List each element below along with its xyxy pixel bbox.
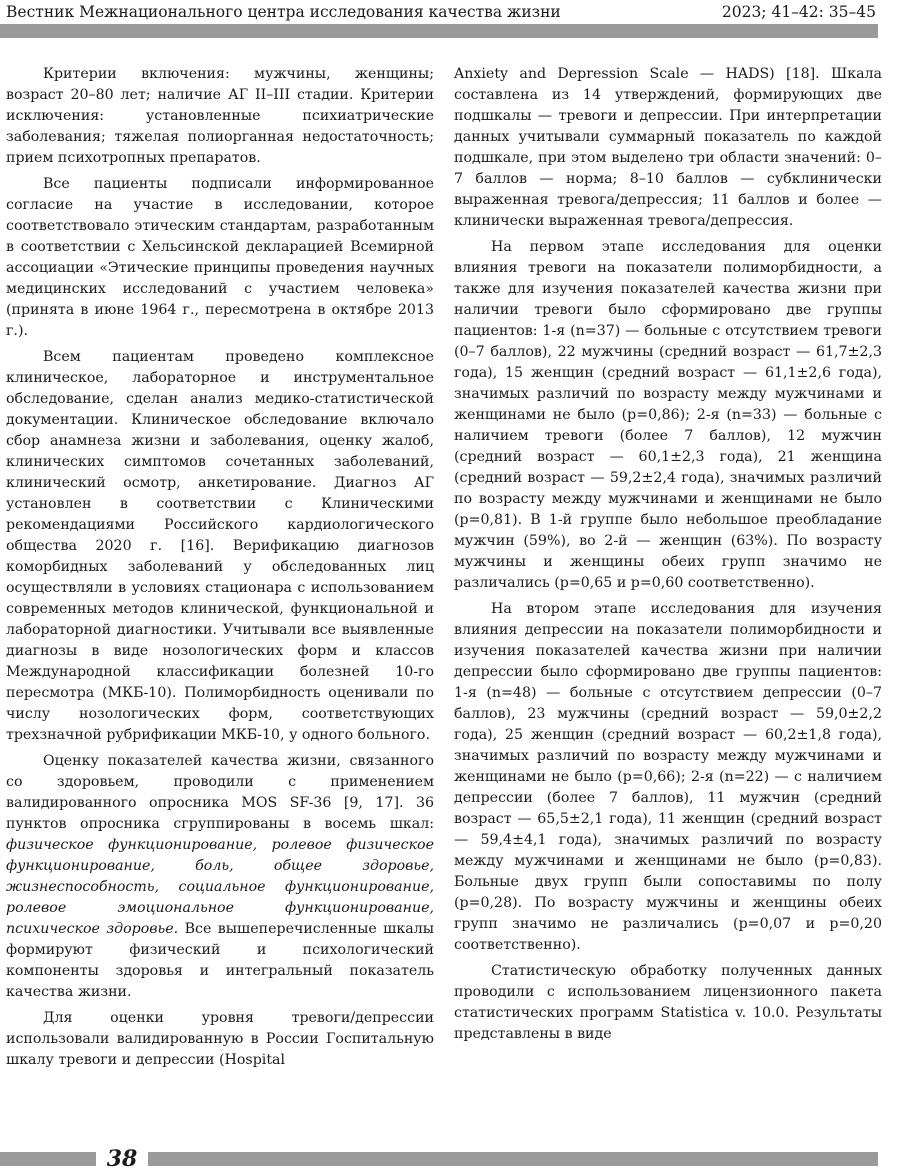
inclusion-criteria-paragraph: Критерии включения: мужчины, женщины; возраст 20–80 лет; наличие АГ II–III стадии. Критерии исключения: установленные психиатрические заболевания; тяжелая полиорганная недостаточность; прием психотропных препаратов. <box>6 66 434 166</box>
footer-bar-left <box>0 1152 96 1166</box>
depression-groups-paragraph: На втором этапе исследования для изучения влияния депрессии на показатели полиморбидности и изучения показателей качества жизни при наличии депрессии было сформировано две группы пациентов: 1-я (n=48) — больные с отсутствием депрессии (0–7 баллов), 23 мужчины (средний возраст — 59,0±2,2 года), 25 женщин (средний возраст — 60,2±1,8 года), значимых различий по возрасту между мужчинами и женщинами не было (p=0,66); 2-я (n=22) — с наличием депрессии (более 7 баллов), 11 мужчин (средний возраст — 65,5±2,1 года), 11 женщин (средний возраст — 59,4±4,1 года), значимых различий по возрасту между мужчинами и женщинами не было (p=0,83). Больные двух групп были сопоставимы по полу (p=0,28). По возрасту мужчины и женщины обеих групп значимо не различались (p=0,07 и p=0,20 соответственно). <box>454 601 882 953</box>
sf36-text-start: Оценку показателей качества жизни, связанного со здоровьем, проводили с применением валидированного опросника MOS SF-36 [9, 17]. 36 пунктов опросника сгруппированы в восемь шкал: <box>6 753 434 832</box>
sf36-scales-italic: физическое функционирование, ролевое физическое функционирование, боль, общее здоровье, жизнеспособность, социальное функционирование, ролевое эмоциональное функционирование, психическое здоровье. <box>6 837 434 937</box>
header-rule <box>0 24 878 38</box>
right-column <box>454 64 882 1050</box>
journal-title: Вестник Межнационального центра исследования качества жизни <box>6 3 561 21</box>
sf36-paragraph <box>6 751 434 1003</box>
issue-pages: 2023; 41–42: 35–45 <box>721 3 876 21</box>
page-number: 38 <box>106 1146 138 1172</box>
sf36-text-end: Все вышеперечисленные шкалы формируют физический и психологический компоненты здоровья и интегральный показатель качества жизни. <box>6 921 435 1000</box>
left-column <box>6 64 434 1076</box>
footer-bar-right <box>148 1152 878 1166</box>
running-header <box>0 0 900 40</box>
informed-consent-paragraph: Все пациенты подписали информированное согласие на участие в исследовании, которое соответствовало этическим стандартам, разработанным в соответствии с Хельсинской декларацией Всемирной ассоциации «Этические принципы проведения научных медицинских исследований с участием человека» (принята в июне 1964 г., пересмотрена в октябре 2013 г.). <box>6 176 434 339</box>
hads-intro-paragraph: Для оценки уровня тревоги/депрессии использовали валидированную в России Госпитальную шкалу тревоги и депрессии (Hospital <box>6 1010 434 1068</box>
anxiety-groups-paragraph: На первом этапе исследования для оценки влияния тревоги на показатели полиморбидности, а также для изучения показателей качества жизни при наличии тревоги было сформировано две группы пациентов: 1-я (n=37) — больные с отсутствием тревоги (0–7 баллов), 22 мужчины (средний возраст — 61,7±2,3 года), 15 женщин (средний возраст — 61,1±2,6 года), значимых различий по возрасту между мужчинами и женщинами не было (p=0,86); 2-я (n=33) — больные с наличием тревоги (более 7 баллов), 12 мужчин (средний возраст — 60,1±2,3 года), 21 женщина (средний возраст — 59,2±2,4 года), значимых различий по возрасту между мужчинами и женщинами не было (p=0,81). В 1-й группе было небольшое преобладание мужчин (59%), во 2-й — женщин (63%). По возрасту мужчины и женщины обеих групп значимо не различались (p=0,65 и p=0,60 соответственно). <box>454 239 882 591</box>
examination-paragraph: Всем пациентам проведено комплексное клиническое, лабораторное и инструментальное обследование, сделан анализ медико-статистической документации. Клиническое обследование включало сбор анамнеза жизни и заболевания, оценку жалоб, клинических симптомов сочетанных заболеваний, клинический осмотр, анкетирование. Диагноз АГ установлен в соответствии с Клиническими рекомендациями Российского кардиологического общества 2020 г. [16]. Верификацию диагнозов коморбидных заболеваний у обследованных лиц осуществляли в условиях стационара с использованием современных методов клинической, функциональной и лабораторной диагностики. Учитывали все выявленные диагнозы в виде нозологических форм и классов Международной классификации болезней 10-го пересмотра (МКБ-10). Полиморбидность оценивали по числу нозологических форм, соответствующих трехзначной рубрификации МКБ-10, у одного больного. <box>6 349 434 743</box>
page-footer <box>0 1146 900 1172</box>
statistics-paragraph: Статистическую обработку полученных данных проводили с использованием лицензионного пакета статистических программ Statistica v. 10.0. Результаты представлены в виде <box>454 963 882 1042</box>
hads-continuation-paragraph: Anxiety and Depression Scale — HADS) [18]. Шкала составлена из 14 утверждений, формирующих две подшкалы — тревоги и депрессии. При интерпретации данных учитывали суммарный показатель по каждой подшкале, при этом выделено три области значений: 0–7 баллов — норма; 8–10 баллов — субклинически выраженная тревога/депрессия; 11 баллов и более — клинически выраженная тревога/депрессия. <box>454 66 882 229</box>
